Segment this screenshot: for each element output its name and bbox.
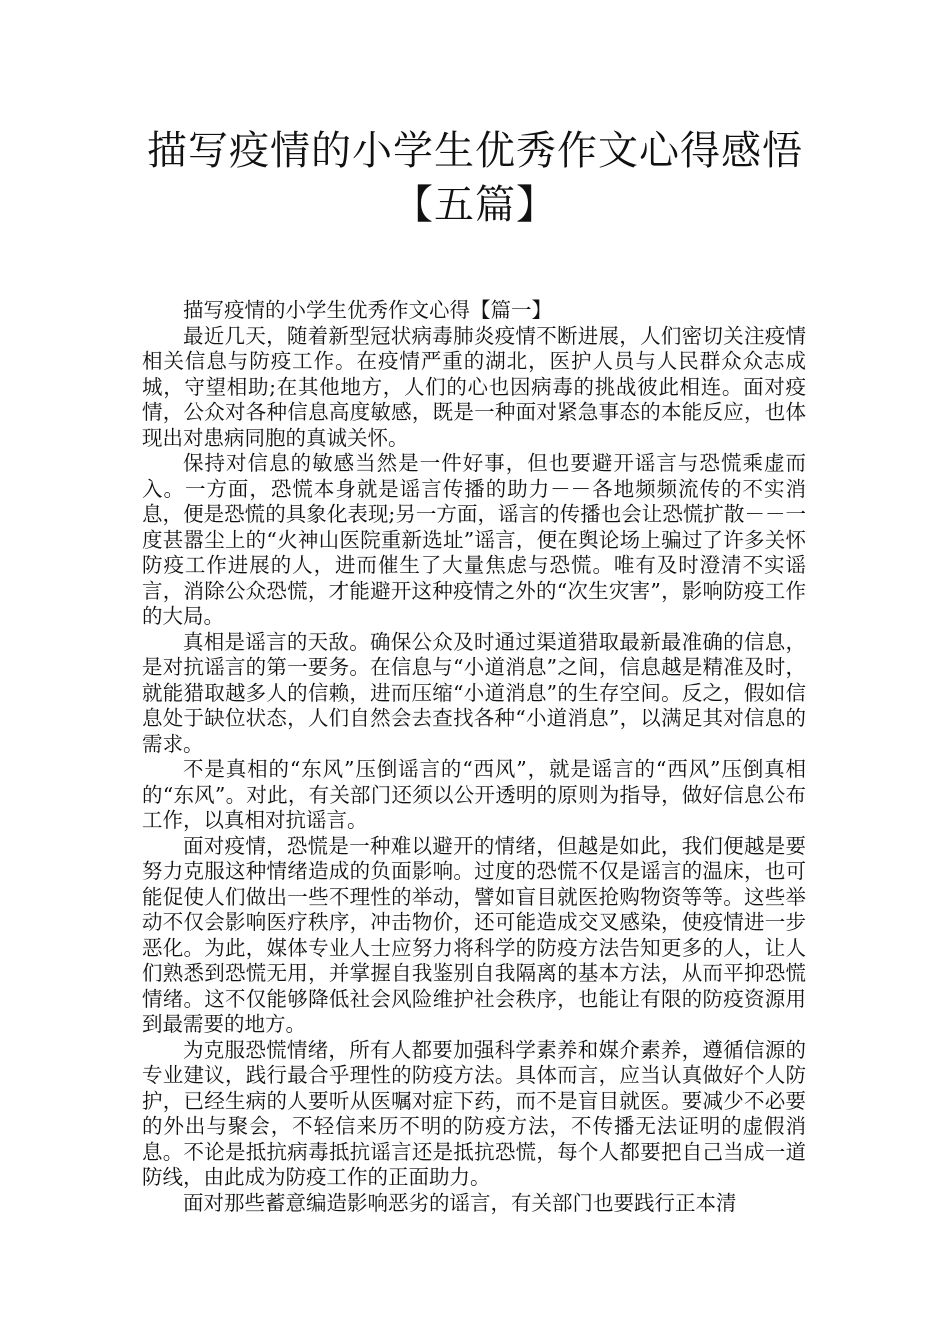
title-line-2: 【五篇】 [393, 182, 557, 228]
document-body [142, 298, 806, 1216]
paragraph: 最近几天，随着新型冠状病毒肺炎疫情不断进展，人们密切关注疫情相关信息与防疫工作。在疫情严重的湖北，医护人员与人民群众众志成城，守望相助;在其他地方，人们的心也因病毒的挑战彼此相连。面对疫情，公众对各种信息高度敏感，既是一种面对紧急事态的本能反应，也体现出对患病同胞的真诚关怀。 [142, 323, 806, 450]
title-line-1: 描写疫情的小学生优秀作文心得感悟 [147, 128, 803, 174]
paragraph: 面对疫情，恐慌是一种难以避开的情绪，但越是如此，我们便越是要努力克服这种情绪造成的负面影响。过度的恐慌不仅是谣言的温床，也可能促使人们做出一些不理性的举动，譬如盲目就医抢购物资等等。这些举动不仅会影响医疗秩序，冲击物价，还可能造成交叉感染，使疫情进一步恶化。为此，媒体专业人士应努力将科学的防疫方法告知更多的人，让人们熟悉到恐慌无用，并掌握自我鉴别自我隔离的基本方法，从而平抑恐慌情绪。这不仅能够降低社会风险维护社会秩序，也能让有限的防疫资源用到最需要的地方。 [142, 833, 806, 1036]
document-title [110, 124, 840, 232]
paragraph: 真相是谣言的天敌。确保公众及时通过渠道猎取最新最准确的信息，是对抗谣言的第一要务。在信息与“小道消息”之间，信息越是精准及时，就能猎取越多人的信赖，进而压缩“小道消息”的生存空间。反之，假如信息处于缺位状态，人们自然会去查找各种“小道消息”，以满足其对信息的需求。 [142, 629, 806, 756]
paragraph: 不是真相的“东风”压倒谣言的“西风”，就是谣言的“西风”压倒真相的“东风”。对此，有关部门还须以公开透明的原则为指导，做好信息公布工作，以真相对抗谣言。 [142, 757, 806, 832]
paragraph: 为克服恐慌情绪，所有人都要加强科学素养和媒介素养，遵循信源的专业建议，践行最合乎理性的防疫方法。具体而言，应当认真做好个人防护，已经生病的人要听从医嘱对症下药，而不是盲目就医。要减少不必要的外出与聚会，不轻信来历不明的防疫方法，不传播无法证明的虚假消息。不论是抵抗病毒抵抗谣言还是抵抗恐慌，每个人都要把自己当成一道防线，由此成为防疫工作的正面助力。 [142, 1037, 806, 1189]
section-heading: 描写疫情的小学生优秀作文心得【篇一】 [183, 298, 552, 322]
paragraph: 面对那些蓄意编造影响恶劣的谣言，有关部门也要践行正本清 [183, 1190, 737, 1215]
paragraph: 保持对信息的敏感当然是一件好事，但也要避开谣言与恐慌乘虚而入。一方面，恐慌本身就是谣言传播的助力－－各地频频流传的不实消息，便是恐慌的具象化表现;另一方面，谣言的传播也会让恐慌扩散－－一度甚嚣尘上的“火神山医院重新选址”谣言，便在舆论场上骗过了许多关怀防疫工作进展的人，进而催生了大量焦虑与恐慌。唯有及时澄清不实谣言，消除公众恐慌，才能避开这种疫情之外的“次生灾害”，影响防疫工作的大局。 [142, 451, 806, 628]
